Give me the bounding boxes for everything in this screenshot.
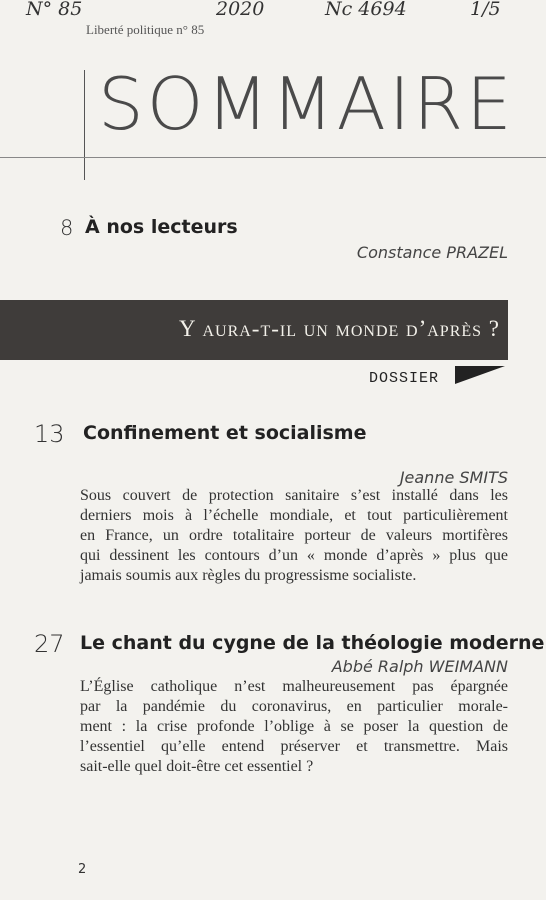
article-summary bbox=[80, 486, 508, 586]
summary-line: en France, un ordre totalitaire porteur de valeurs mortifères bbox=[80, 527, 508, 544]
summary-line: Sous couvert de protection sanitaire s’est installé dans les bbox=[80, 487, 508, 504]
summary-line: jamais soumis aux règles du progressisme socialiste. bbox=[80, 567, 417, 584]
dossier-banner-title: Y aura-t-il un monde d’après ? bbox=[178, 316, 500, 341]
summary-line: qui dessinent les contours d’un « monde d’après » plus que bbox=[80, 547, 508, 564]
horizontal-rule bbox=[0, 157, 546, 158]
article-title: Confinement et socialisme bbox=[83, 422, 367, 444]
handwritten-reference: Nc 4694 bbox=[325, 0, 407, 20]
entry-author: Constance PRAZEL bbox=[356, 243, 508, 262]
dossier-banner bbox=[0, 300, 508, 360]
page-number: 2 bbox=[78, 862, 87, 877]
journal-title: Liberté politique n° 85 bbox=[86, 22, 205, 37]
article-page-number: 27 bbox=[34, 630, 65, 658]
handwritten-issue-number: N° 85 bbox=[26, 0, 83, 20]
summary-line: L’Église catholique n’est malheureusement pas épargnée bbox=[80, 678, 508, 695]
article-page-number: 13 bbox=[34, 420, 65, 448]
handwritten-fraction: 1/5 bbox=[470, 0, 501, 20]
dossier-flag-icon bbox=[455, 366, 505, 384]
summary-line: sait-elle quel doit-être cet essentiel ? bbox=[80, 758, 314, 775]
summary-line: derniers mois à l’échelle mondiale, et tout particulièrement bbox=[80, 507, 508, 524]
article-summary bbox=[80, 677, 508, 777]
handwritten-year: 2020 bbox=[216, 0, 265, 20]
summary-line: l’essentiel qu’elle entend préserver et transmettre. Mais bbox=[80, 738, 508, 755]
article-title: Le chant du cygne de la théologie moderne bbox=[80, 632, 545, 654]
article-author: Abbé Ralph WEIMANN bbox=[331, 657, 508, 676]
vertical-rule bbox=[84, 70, 85, 180]
page-heading: SOMMAIRE bbox=[98, 62, 515, 146]
summary-line: par la pandémie du coronavirus, en particulier morale- bbox=[80, 698, 508, 715]
entry-page-number: 8 bbox=[60, 216, 74, 240]
summary-line: ment : la crise profonde l’oblige à se poser la question de bbox=[80, 718, 508, 735]
entry-title: À nos lecteurs bbox=[85, 216, 238, 238]
article-author: Jeanne SMITS bbox=[399, 468, 508, 487]
dossier-label: DOSSIER bbox=[369, 370, 440, 387]
